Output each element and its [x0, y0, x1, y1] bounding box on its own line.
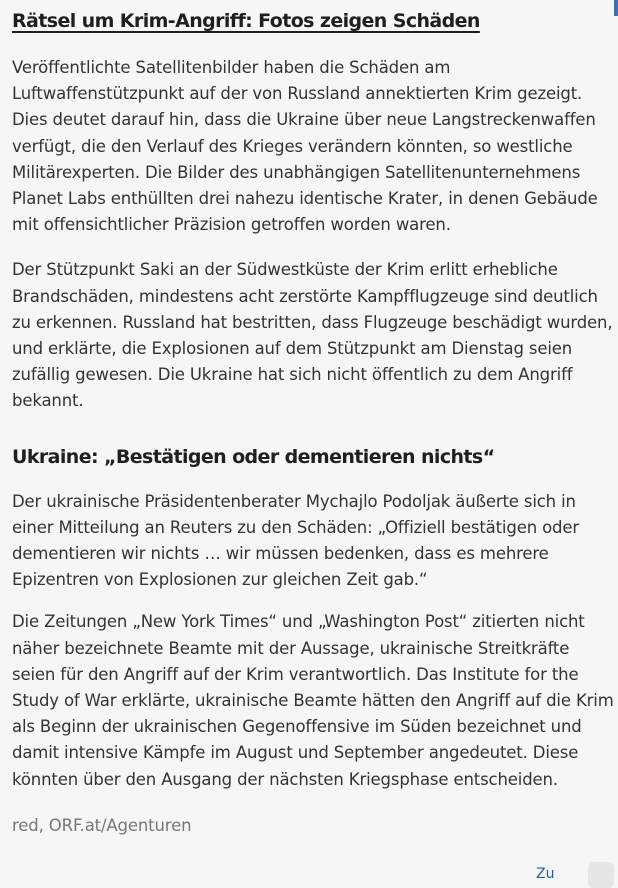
- scrollbar-indicator[interactable]: [614, 0, 618, 16]
- article-source: red, ORF.at/Agenturen: [12, 815, 192, 835]
- corner-link[interactable]: Zu: [536, 866, 555, 882]
- article-paragraph-1: Veröffentlichte Satellitenbilder haben die Schäden am Luftwaffenstützpunkt auf der von Russland annektierten Krim gezeigt. Dies deutet darauf hin, dass die Ukraine über neue Langstreckenwaffen verfügt, die den Verlauf des Krieges verändern könnten, so westliche Militärexperten. Die Bilder des unabhängigen Satellitenunternehmens Planet Labs enthüllten drei nahezu identische Krater, in denen Gebäude mit offensichtlicher Präzision getroffen worden waren.: [12, 58, 598, 235]
- article-heading: Rätsel um Krim-Angriff: Fotos zeigen Schäden: [12, 10, 480, 32]
- article-paragraph-2: Der Stützpunkt Saki an der Südwestküste der Krim erlitt erhebliche Brandschäden, mindestens acht zerstörte Kampfflugzeuge sind deutlich zu erkennen. Russland hat bestritten, dass Flugzeuge beschädigt wurden, und erklärte, die Explosionen auf dem Stützpunkt am Dienstag seien zufällig gewesen. Die Ukraine hat sich nicht öffentlich zu dem Angriff bekannt.: [12, 260, 613, 411]
- article-paragraph-4: Die Zeitungen „New York Times“ und „Washington Post“ zitierten nicht näher bezeichnete Beamte mit der Aussage, ukrainische Streitkräfte seien für den Angriff auf der Krim verantwortlich. Das Institute for the Study of War erklärte, ukrainische Beamte hätten den Angriff auf die Krim als Beginn der ukrainischen Gegenoffensive im Süden bezeichnet und damit intensive Kämpfe im August und September angedeutet. Diese könnten über den Ausgang der nächsten Kriegsphase entscheiden.: [12, 612, 614, 789]
- article-subheading: Ukraine: „Bestätigen oder dementieren nichts“: [12, 445, 495, 468]
- article-body: [12, 0, 614, 839]
- article-paragraph-3: Der ukrainische Präsidentenberater Mychajlo Podoljak äußerte sich in einer Mitteilung an Reuters zu den Schäden: „Offiziell bestätigen oder dementieren wir nichts … wir müssen bedenken, dass es mehrere Epizentren von Explosionen zur gleichen Zeit gab.“: [12, 491, 580, 590]
- corner-widget[interactable]: [588, 862, 614, 888]
